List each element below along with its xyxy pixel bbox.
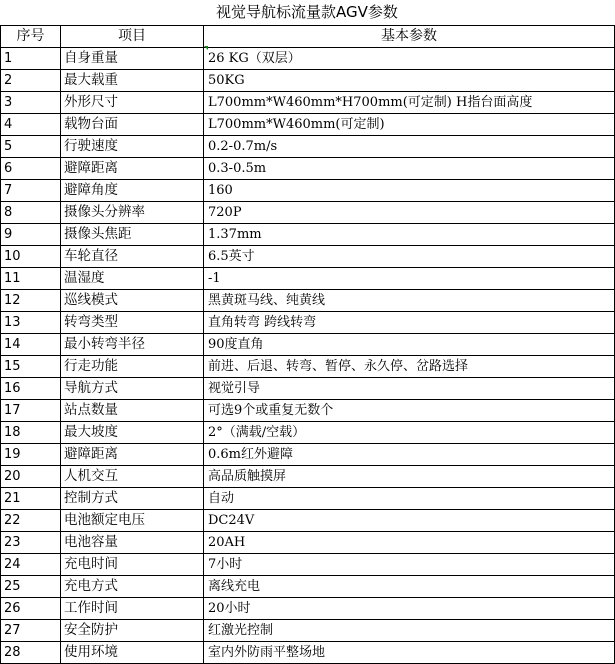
row-value: 可选9个或重复无数个 (204, 400, 615, 422)
table-row (1, 290, 615, 312)
table-row (1, 576, 615, 598)
row-item: 充电时间 (61, 554, 204, 576)
row-item: 外形尺寸 (61, 92, 204, 114)
table-row (1, 488, 615, 510)
table-row (1, 70, 615, 92)
row-value: 自动 (204, 488, 615, 510)
row-index: 16 (1, 378, 61, 400)
spec-table (0, 25, 615, 664)
row-index: 27 (1, 620, 61, 642)
row-index: 17 (1, 400, 61, 422)
table-row (1, 334, 615, 356)
row-value: 0.6m红外避障 (204, 444, 615, 466)
row-value: 50KG (204, 70, 615, 92)
row-item: 站点数量 (61, 400, 204, 422)
table-row (1, 378, 615, 400)
row-index: 12 (1, 290, 61, 312)
row-value: 20AH (204, 532, 615, 554)
row-value: -1 (204, 268, 615, 290)
row-index: 9 (1, 224, 61, 246)
table-row (1, 466, 615, 488)
row-item: 避障距离 (61, 444, 204, 466)
table-row (1, 158, 615, 180)
row-item: 安全防护 (61, 620, 204, 642)
row-index: 26 (1, 598, 61, 620)
table-row (1, 444, 615, 466)
table-row (1, 642, 615, 664)
row-index: 22 (1, 510, 61, 532)
row-value: DC24V (204, 510, 615, 532)
row-item: 控制方式 (61, 488, 204, 510)
row-value: 20小时 (204, 598, 615, 620)
row-value: 前进、后退、转弯、暂停、永久停、岔路选择 (204, 356, 615, 378)
row-value: 离线充电 (204, 576, 615, 598)
row-item: 载物台面 (61, 114, 204, 136)
table-row (1, 554, 615, 576)
table-row (1, 400, 615, 422)
row-value: 高品质触摸屏 (204, 466, 615, 488)
cell-comment-marker (204, 46, 208, 50)
row-value: 90度直角 (204, 334, 615, 356)
row-index: 11 (1, 268, 61, 290)
row-index: 2 (1, 70, 61, 92)
row-value: L700mm*W460mm*H700mm(可定制) H指台面高度 (204, 92, 615, 114)
table-row (1, 224, 615, 246)
table-row (1, 268, 615, 290)
row-value: 直角转弯 跨线转弯 (204, 312, 615, 334)
row-item: 车轮直径 (61, 246, 204, 268)
table-row (1, 114, 615, 136)
header-item: 项目 (61, 26, 204, 48)
row-value: L700mm*W460mm(可定制) (204, 114, 615, 136)
row-item: 人机交互 (61, 466, 204, 488)
header-params: 基本参数 (204, 26, 615, 48)
row-item: 行走功能 (61, 356, 204, 378)
header-index: 序号 (1, 26, 61, 48)
row-index: 13 (1, 312, 61, 334)
row-value: 26 KG（双层） (204, 48, 615, 70)
table-row (1, 246, 615, 268)
row-index: 1 (1, 48, 61, 70)
row-value: 室内外防雨平整场地 (204, 642, 615, 664)
row-item: 避障角度 (61, 180, 204, 202)
row-value: 0.2-0.7m/s (204, 136, 615, 158)
row-item: 摄像头焦距 (61, 224, 204, 246)
row-value: 视觉引导 (204, 378, 615, 400)
row-index: 18 (1, 422, 61, 444)
row-item: 转弯类型 (61, 312, 204, 334)
row-index: 6 (1, 158, 61, 180)
table-row (1, 202, 615, 224)
row-value: 7小时 (204, 554, 615, 576)
row-index: 4 (1, 114, 61, 136)
row-item: 最大载重 (61, 70, 204, 92)
table-row (1, 312, 615, 334)
row-index: 10 (1, 246, 61, 268)
table-row (1, 48, 615, 70)
row-item: 巡线模式 (61, 290, 204, 312)
row-index: 28 (1, 642, 61, 664)
row-item: 电池容量 (61, 532, 204, 554)
table-row (1, 532, 615, 554)
row-index: 7 (1, 180, 61, 202)
row-item: 温湿度 (61, 268, 204, 290)
row-item: 导航方式 (61, 378, 204, 400)
row-item: 自身重量 (61, 48, 204, 70)
row-index: 14 (1, 334, 61, 356)
row-value: 0.3-0.5m (204, 158, 615, 180)
row-value: 160 (204, 180, 615, 202)
spec-table-body (1, 48, 615, 664)
table-row (1, 180, 615, 202)
row-index: 21 (1, 488, 61, 510)
row-item: 最小转弯半径 (61, 334, 204, 356)
table-row (1, 422, 615, 444)
table-row (1, 356, 615, 378)
row-index: 23 (1, 532, 61, 554)
row-value: 720P (204, 202, 615, 224)
row-item: 电池额定电压 (61, 510, 204, 532)
row-item: 充电方式 (61, 576, 204, 598)
row-index: 5 (1, 136, 61, 158)
table-row (1, 136, 615, 158)
table-row (1, 598, 615, 620)
row-item: 工作时间 (61, 598, 204, 620)
row-item: 摄像头分辨率 (61, 202, 204, 224)
row-index: 3 (1, 92, 61, 114)
row-item: 行驶速度 (61, 136, 204, 158)
row-value: 黑黄斑马线、纯黄线 (204, 290, 615, 312)
row-value: 红激光控制 (204, 620, 615, 642)
row-index: 24 (1, 554, 61, 576)
row-value: 2°（满载/空载） (204, 422, 615, 444)
row-index: 8 (1, 202, 61, 224)
row-value: 6.5英寸 (204, 246, 615, 268)
table-row (1, 92, 615, 114)
row-index: 25 (1, 576, 61, 598)
row-item: 最大坡度 (61, 422, 204, 444)
row-index: 15 (1, 356, 61, 378)
table-row (1, 510, 615, 532)
sheet-title: 视觉导航标流量款AGV参数 (216, 3, 398, 21)
table-row (1, 620, 615, 642)
row-index: 19 (1, 444, 61, 466)
row-item: 使用环境 (61, 642, 204, 664)
header-row (1, 26, 615, 48)
row-item: 避障距离 (61, 158, 204, 180)
row-index: 20 (1, 466, 61, 488)
row-value: 1.37mm (204, 224, 615, 246)
